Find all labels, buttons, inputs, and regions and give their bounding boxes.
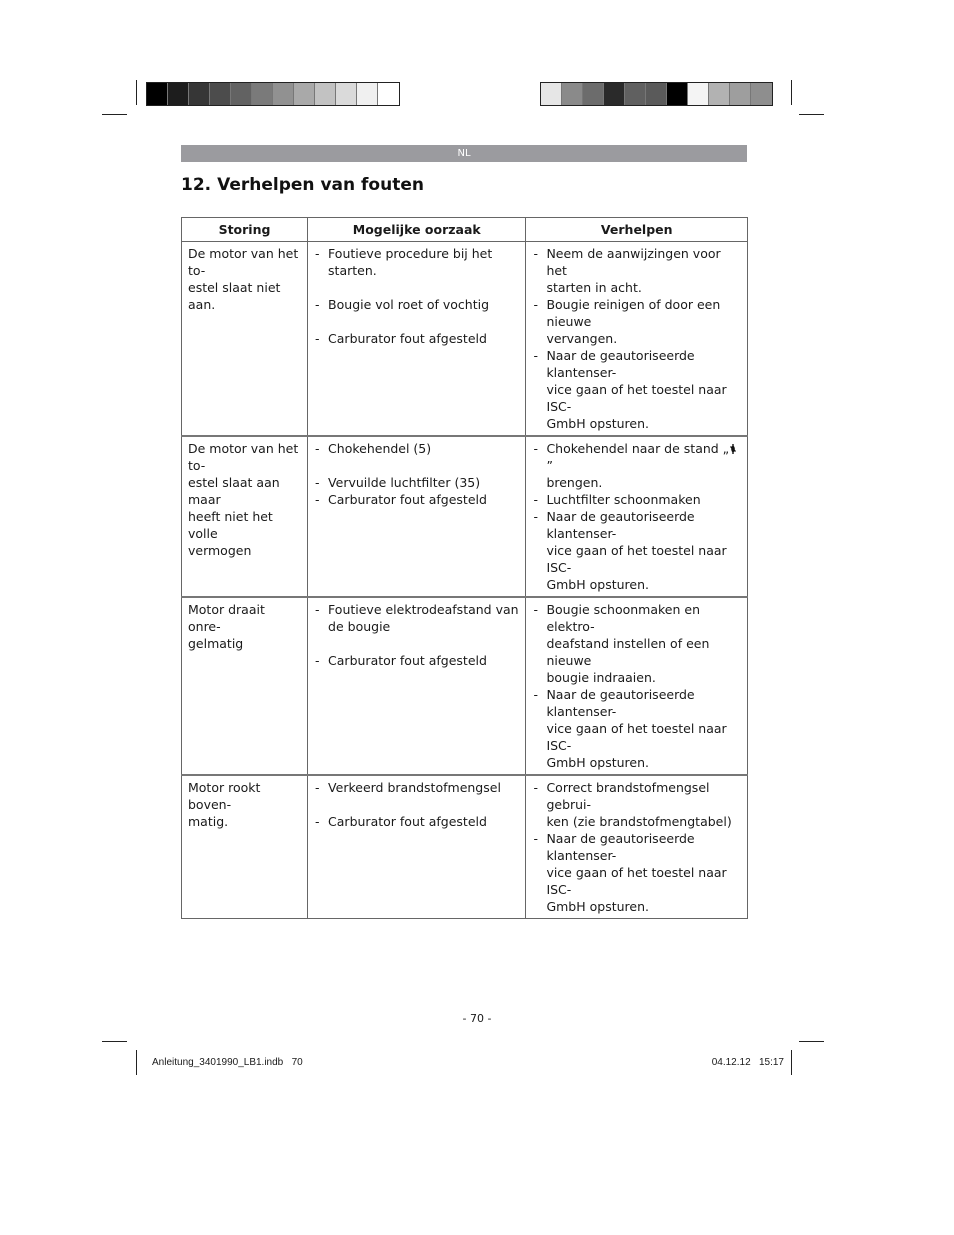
color-swatch <box>751 83 772 105</box>
column-header-storing: Storing <box>182 218 308 242</box>
cell-storing <box>182 775 308 919</box>
color-swatch <box>336 83 357 105</box>
cell-verhelpen <box>526 775 748 919</box>
color-swatch <box>604 83 625 105</box>
verhelpen-line <box>546 601 741 635</box>
color-swatch <box>646 83 667 105</box>
verhelpen-line <box>546 508 741 542</box>
color-swatch <box>168 83 189 105</box>
line-text: ken (zie brandstofmengtabel) <box>546 814 732 829</box>
verhelpen-line <box>546 686 741 720</box>
list-item: - Verkeerd brandstofmengsel <box>314 779 519 796</box>
color-swatch <box>709 83 730 105</box>
verhelpen-line <box>546 813 741 830</box>
crop-mark <box>136 1050 137 1075</box>
storing-line: Motor rookt boven- <box>188 780 261 812</box>
list-item <box>532 601 741 686</box>
storing-line: matig. <box>188 814 229 829</box>
line-text: Naar de geautoriseerde klantenser- <box>546 509 695 541</box>
section-title <box>181 175 424 195</box>
list-item: - Carburator fout afgesteld <box>314 330 519 347</box>
line-text: starten in acht. <box>546 280 642 295</box>
list-item: - Carburator fout afgesteld <box>314 652 519 669</box>
verhelpen-line <box>546 669 741 686</box>
cell-verhelpen <box>526 242 748 437</box>
table-row <box>182 242 748 437</box>
line-text: GmbH opsturen. <box>546 755 649 770</box>
line-text: deafstand instellen of een nieuwe <box>546 636 710 668</box>
verhelpen-line <box>546 415 741 432</box>
crop-mark <box>102 1041 127 1042</box>
list-item <box>532 686 741 771</box>
column-header-verhelpen: Verhelpen <box>526 218 748 242</box>
table-row <box>182 775 748 919</box>
verhelpen-line <box>546 779 741 813</box>
list-item: - Foutieve elektrodeafstand van de bougie <box>314 601 519 635</box>
line-text: vervangen. <box>546 331 618 346</box>
color-swatch <box>189 83 210 105</box>
footer-timestamp: 04.12.12 15:17 <box>711 1057 784 1068</box>
oorzaak-list <box>314 245 519 347</box>
storing-line: Motor draait onre- <box>188 602 265 634</box>
crop-mark <box>799 114 824 115</box>
list-item <box>532 830 741 915</box>
cell-storing <box>182 436 308 597</box>
column-header-oorzaak: Mogelijke oorzaak <box>308 218 526 242</box>
color-calibration-bar-left <box>146 82 400 106</box>
color-swatch <box>315 83 336 105</box>
storing-line: estel slaat aan maar <box>188 475 280 507</box>
line-text: vice gaan of het toestel naar ISC- <box>546 721 727 753</box>
line-text: GmbH opsturen. <box>546 899 649 914</box>
color-swatch <box>667 83 688 105</box>
verhelpen-line <box>546 347 741 381</box>
crop-mark <box>799 1041 824 1042</box>
color-swatch <box>688 83 709 105</box>
verhelpen-line <box>546 381 741 415</box>
color-swatch <box>147 83 168 105</box>
line-text: Neem de aanwijzingen voor het <box>546 246 721 278</box>
language-label: NL <box>457 148 471 159</box>
cell-storing <box>182 597 308 775</box>
line-text: Correct brandstofmengsel gebrui- <box>546 780 710 812</box>
oorzaak-list <box>314 440 519 508</box>
crop-mark <box>791 80 792 105</box>
color-calibration-bar-right <box>540 82 773 106</box>
line-text: vice gaan of het toestel naar ISC- <box>546 543 727 575</box>
crop-mark <box>136 80 137 105</box>
list-item: - Foutieve procedure bij het starten. <box>314 245 519 279</box>
storing-line: De motor van het to- <box>188 246 299 278</box>
verhelpen-line <box>546 635 741 669</box>
line-text: Naar de geautoriseerde klantenser- <box>546 348 695 380</box>
color-swatch <box>294 83 315 105</box>
verhelpen-line <box>546 720 741 754</box>
section-heading: Verhelpen van fouten <box>217 175 424 195</box>
storing-line: vermogen <box>188 543 252 558</box>
table-header-row <box>182 218 748 242</box>
list-item <box>532 245 741 296</box>
page-number: - 70 - <box>462 1012 492 1025</box>
oorzaak-list <box>314 779 519 830</box>
verhelpen-line <box>546 576 741 593</box>
list-item <box>532 491 741 508</box>
storing-line: heeft niet het volle <box>188 509 273 541</box>
line-text: GmbH opsturen. <box>546 416 649 431</box>
color-swatch <box>252 83 273 105</box>
color-swatch <box>583 83 604 105</box>
crop-mark <box>102 114 127 115</box>
verhelpen-line <box>546 474 741 491</box>
verhelpen-list <box>532 245 741 432</box>
color-swatch <box>730 83 751 105</box>
color-swatch <box>541 83 562 105</box>
list-item <box>532 296 741 347</box>
footer-filename: Anleitung_3401990_LB1.indb 70 <box>152 1057 303 1068</box>
list-item: - Vervuilde luchtfilter (35) <box>314 474 519 491</box>
color-swatch <box>625 83 646 105</box>
verhelpen-list <box>532 440 741 593</box>
verhelpen-line <box>546 830 741 864</box>
table-row <box>182 436 748 597</box>
verhelpen-line <box>546 898 741 915</box>
verhelpen-list <box>532 601 741 771</box>
line-text: Bougie reinigen of door een nieuwe <box>546 297 721 329</box>
line-text: vice gaan of het toestel naar ISC- <box>546 865 727 897</box>
color-swatch <box>210 83 231 105</box>
section-number: 12. <box>181 175 212 195</box>
list-item <box>532 508 741 593</box>
verhelpen-line <box>546 296 741 330</box>
cell-oorzaak <box>308 775 526 919</box>
storing-line: De motor van het to- <box>188 441 299 473</box>
color-swatch <box>562 83 583 105</box>
storing-line: gelmatig <box>188 636 244 651</box>
cell-storing <box>182 242 308 437</box>
color-swatch <box>273 83 294 105</box>
list-item <box>532 440 741 491</box>
storing-line: estel slaat niet aan. <box>188 280 281 312</box>
list-item: - Bougie vol roet of vochtig <box>314 296 519 313</box>
color-swatch <box>378 83 399 105</box>
troubleshooting-table <box>181 217 748 919</box>
choke-open-icon <box>729 444 737 454</box>
color-swatch <box>357 83 378 105</box>
closing-quote: ” <box>546 458 553 473</box>
line-text: Bougie schoonmaken en elektro- <box>546 602 701 634</box>
verhelpen-list <box>532 779 741 915</box>
line-text: bougie indraaien. <box>546 670 656 685</box>
choke-symbol <box>729 441 737 456</box>
list-item <box>532 779 741 830</box>
list-item: - Carburator fout afgesteld <box>314 491 519 508</box>
list-item <box>532 347 741 432</box>
cell-verhelpen <box>526 436 748 597</box>
language-header-bar <box>181 145 747 162</box>
verhelpen-line <box>546 542 741 576</box>
line-text: Naar de geautoriseerde klantenser- <box>546 831 695 863</box>
line-text: brengen. <box>546 475 603 490</box>
list-item: - Chokehendel (5) <box>314 440 519 457</box>
line-text: Naar de geautoriseerde klantenser- <box>546 687 695 719</box>
crop-mark <box>791 1050 792 1075</box>
verhelpen-line <box>546 330 741 347</box>
line-text: Chokehendel naar de stand „ <box>546 441 730 456</box>
line-text: GmbH opsturen. <box>546 577 649 592</box>
table-row <box>182 597 748 775</box>
verhelpen-line <box>546 440 741 474</box>
verhelpen-line <box>546 491 741 508</box>
verhelpen-line <box>546 754 741 771</box>
color-swatch <box>231 83 252 105</box>
line-text: vice gaan of het toestel naar ISC- <box>546 382 727 414</box>
cell-oorzaak <box>308 242 526 437</box>
verhelpen-line <box>546 279 741 296</box>
cell-oorzaak <box>308 436 526 597</box>
list-item: - Carburator fout afgesteld <box>314 813 519 830</box>
verhelpen-line <box>546 864 741 898</box>
cell-verhelpen <box>526 597 748 775</box>
verhelpen-line <box>546 245 741 279</box>
cell-oorzaak <box>308 597 526 775</box>
oorzaak-list <box>314 601 519 669</box>
line-text: Luchtfilter schoonmaken <box>546 492 701 507</box>
